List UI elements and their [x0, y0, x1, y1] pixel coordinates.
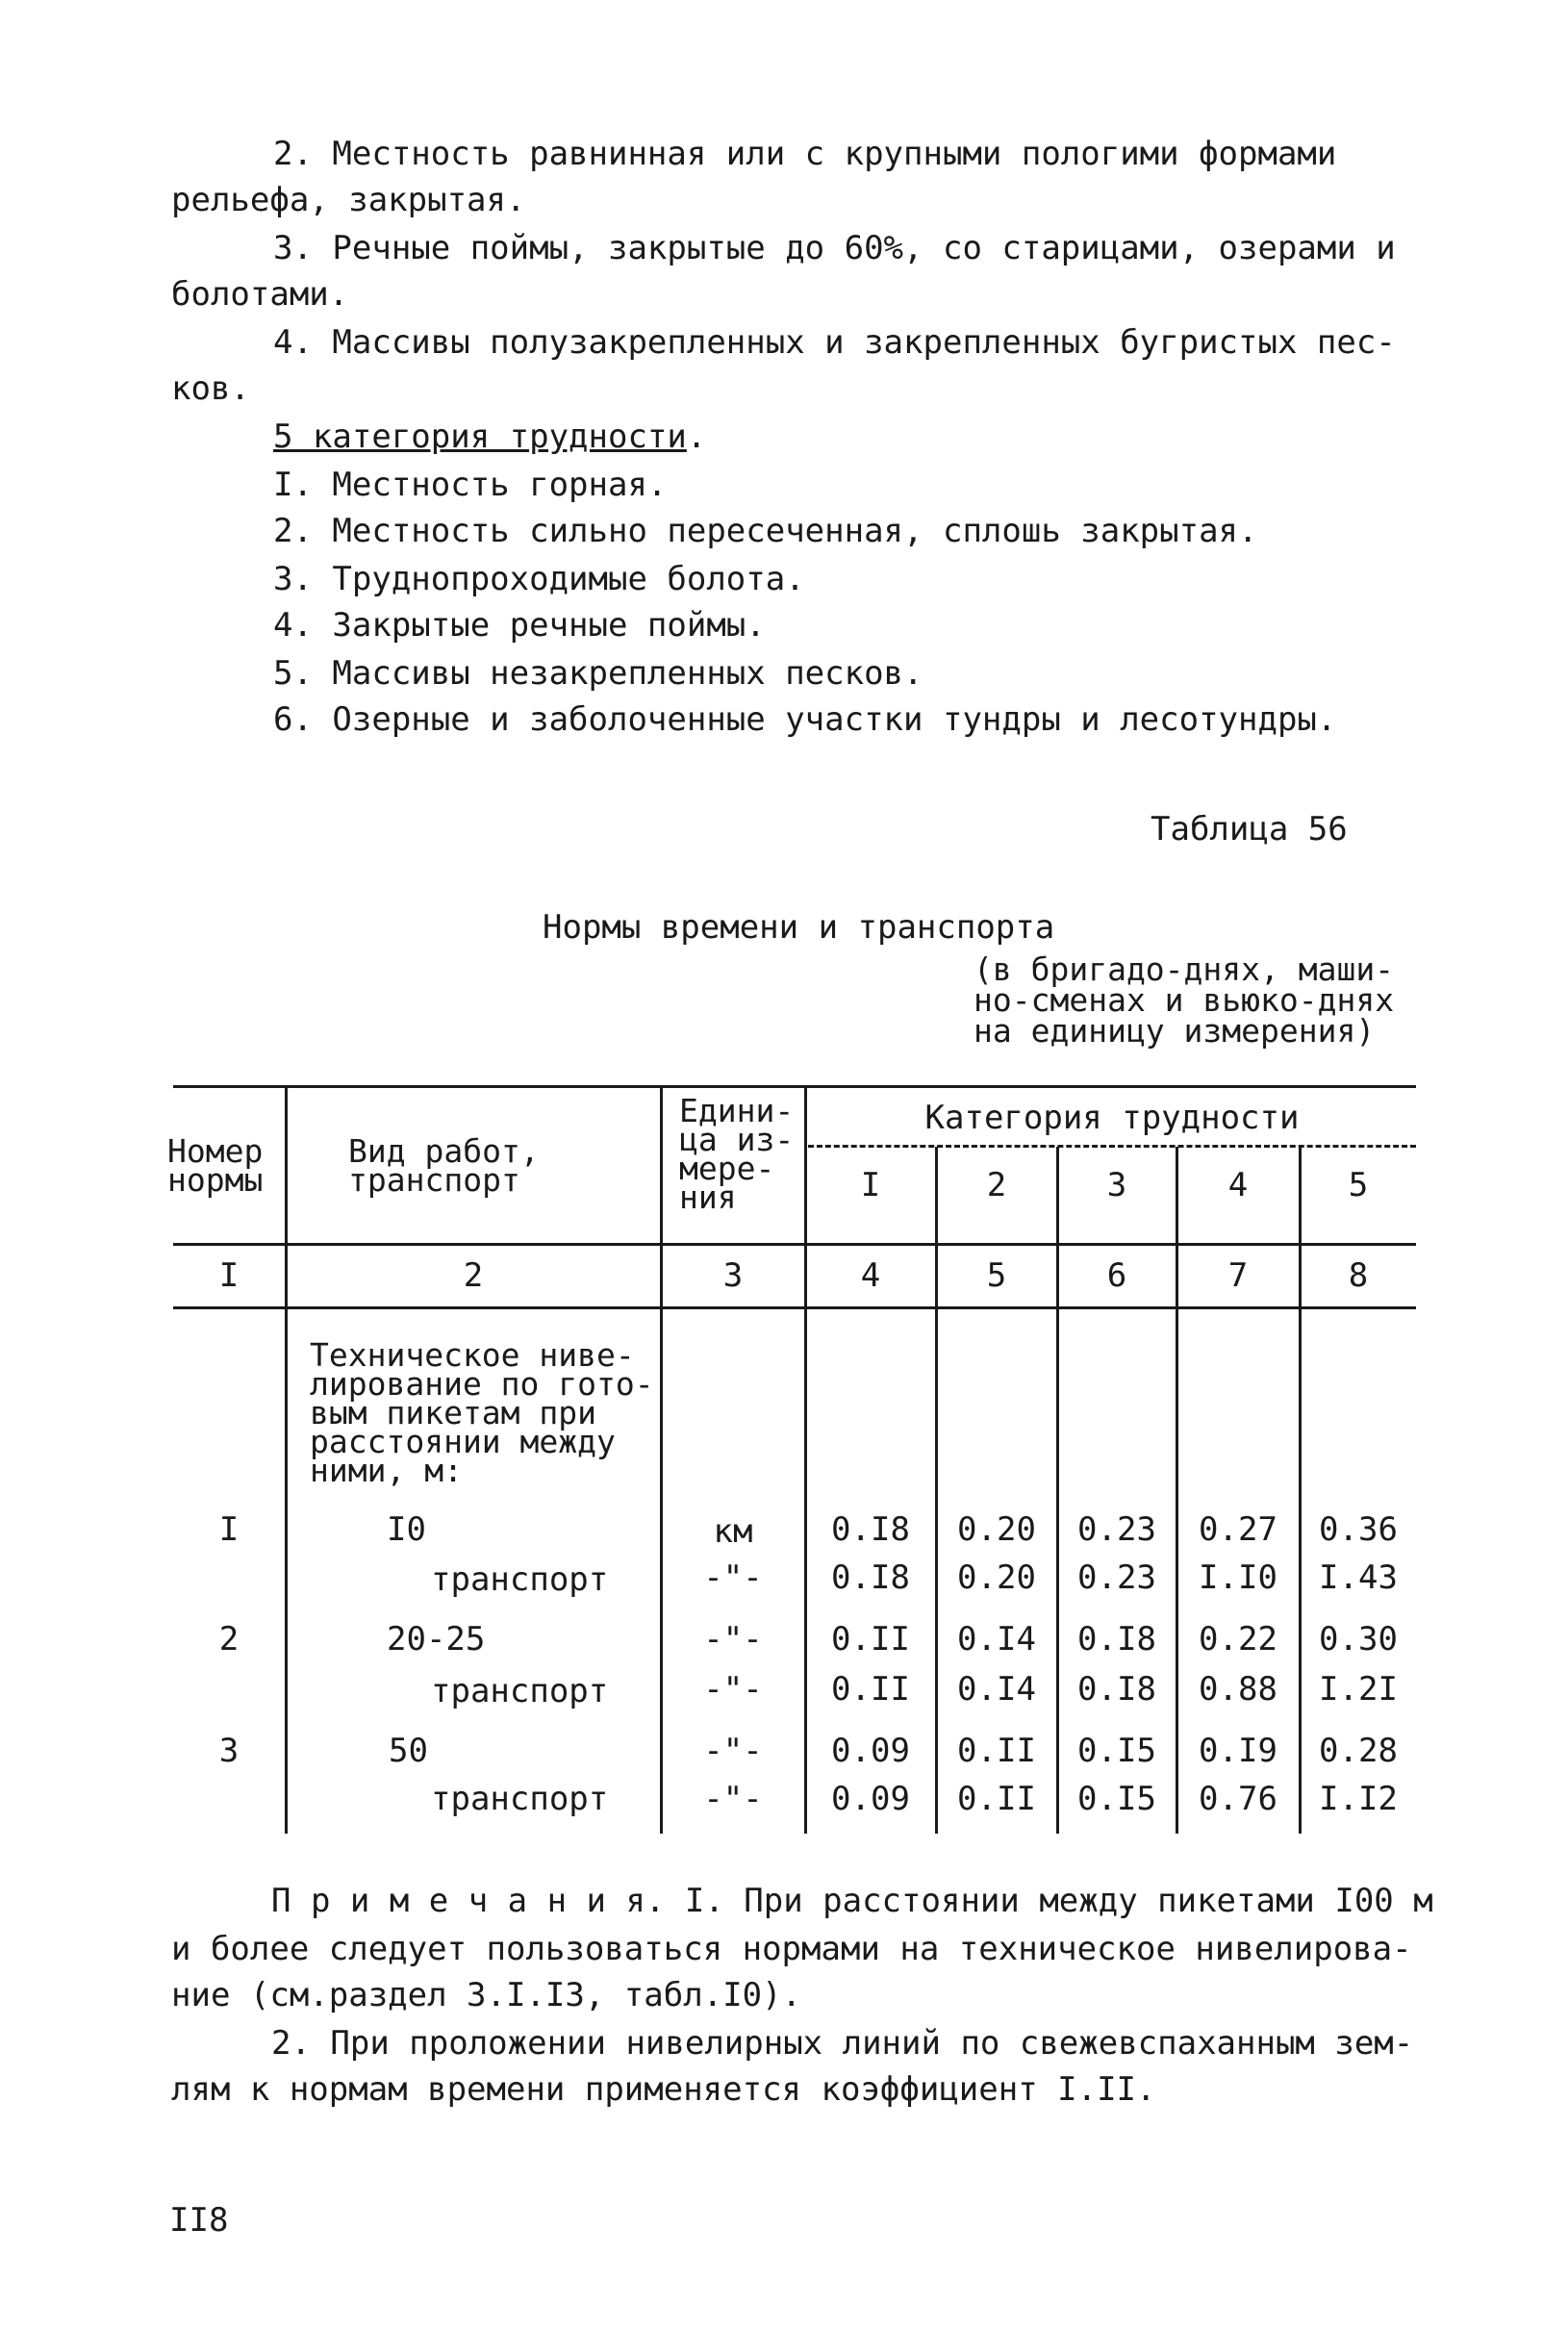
table-row-norm: 2 [218, 1620, 240, 1659]
table-row-value: 0.I8 [1077, 1670, 1156, 1709]
header-unit-line: ния [679, 1178, 737, 1216]
table-row-value: 0.20 [957, 1558, 1036, 1597]
section-title-line: лирование по гото- [310, 1365, 654, 1403]
note-2-line-2: лям к нормам времени применяется коэффициент I.II. [171, 2070, 1156, 2109]
header-work-type-line: Вид работ, [348, 1132, 540, 1170]
note-2-line-1: 2. При проложении нивелирных линий по свежевспаханным зем- [271, 2024, 1414, 2063]
header-category-3: 3 [1106, 1166, 1127, 1204]
table-row-work: I0 [387, 1510, 426, 1549]
category-5-heading-dot: . [686, 418, 707, 456]
column-number: I [218, 1256, 240, 1295]
category-5-item: 6. Озерные и заболоченные участки тундры и лесотундры. [273, 700, 1337, 739]
table-row-value: 0.I8 [831, 1510, 910, 1549]
table-row-unit: км [713, 1512, 753, 1551]
table-row-value: 0.II [957, 1780, 1036, 1818]
category-5-item: 5. Массивы незакрепленных песков. [273, 654, 923, 693]
note-1-line-1: П р и м е ч а н и я. I. При расстоянии между пикетами I00 м [271, 1882, 1433, 1920]
column-rule [1299, 1147, 1302, 1834]
table-row-value: 0.22 [1199, 1620, 1277, 1659]
table-row-unit: -"- [703, 1620, 763, 1659]
table-top-rule [173, 1085, 1416, 1088]
note-1-line-3: ние (см.раздел 3.I.I3, табл.I0). [171, 1976, 802, 2014]
column-rule [660, 1087, 663, 1834]
table-title: Нормы времени и транспорта [543, 908, 1055, 947]
header-unit [679, 1092, 795, 1216]
table-row-value: 0.28 [1319, 1732, 1398, 1770]
category-5-item: 3. Труднопроходимые болота. [273, 560, 805, 598]
header-norm-number-line: Номер [167, 1132, 264, 1170]
table-row-unit: -"- [703, 1558, 763, 1597]
category-5-item: I. Местность горная. [273, 466, 668, 504]
paragraph-2-line-1: 2. Местность равнинная или с крупными пологими формами [273, 135, 1337, 173]
category-5-item: 4. Закрытые речные поймы. [273, 606, 766, 645]
section-title-line: ними, м: [310, 1452, 463, 1489]
table-row-unit: -"- [703, 1670, 763, 1709]
column-number: 4 [860, 1256, 881, 1295]
note-1-line-2: и более следует пользоваться нормами на техническое нивелирова- [171, 1930, 1412, 1968]
column-rule [1056, 1147, 1059, 1834]
table-row-value: 0.I4 [957, 1620, 1036, 1659]
units-note-line: на единицу измерения) [974, 1012, 1376, 1050]
units-note-line: (в бригадо-днях, маши- [974, 950, 1395, 988]
table-row-work: 20-25 [387, 1620, 486, 1659]
table-row-norm: I [218, 1510, 240, 1549]
table-row-value: 0.II [831, 1620, 910, 1659]
column-number: 7 [1227, 1256, 1249, 1295]
category-5-item: 2. Местность сильно пересеченная, сплошь закрытая. [273, 512, 1258, 550]
header-unit-line: Едини- [679, 1092, 795, 1129]
table-row-value: 0.I5 [1077, 1780, 1156, 1818]
table-row-value: I.2I [1319, 1670, 1398, 1709]
column-rule [1176, 1147, 1178, 1834]
column-rule [935, 1147, 938, 1834]
category-5-heading [273, 416, 706, 458]
table-row-value: 0.30 [1319, 1620, 1398, 1659]
paragraph-4-line-1: 4. Массивы полузакрепленных и закрепленных бугристых пес- [273, 323, 1396, 362]
table-row-norm: 3 [218, 1732, 240, 1770]
table-row-work: 50 [389, 1732, 428, 1770]
section-title [310, 1336, 654, 1489]
table-row-value: 0.76 [1199, 1780, 1277, 1818]
table-row-unit: -"- [703, 1732, 763, 1770]
section-title-line: расстоянии между [310, 1423, 616, 1460]
table-row-unit: -"- [703, 1780, 763, 1818]
table-row-value: 0.I9 [1199, 1732, 1277, 1770]
section-title-line: вым пикетам при [310, 1394, 597, 1431]
header-category-1: I [860, 1166, 881, 1204]
table-row-value: 0.I5 [1077, 1732, 1156, 1770]
header-norm-number-line: нормы [167, 1161, 264, 1199]
table-row-value: 0.II [831, 1670, 910, 1709]
column-number: 6 [1106, 1256, 1127, 1295]
column-number: 3 [722, 1256, 744, 1295]
paragraph-3-line-2: болотами. [171, 275, 349, 314]
table-row-value: 0.88 [1199, 1670, 1277, 1709]
header-category-5: 5 [1348, 1166, 1369, 1204]
category-divider [808, 1145, 1416, 1148]
header-unit-line: ца из- [679, 1121, 795, 1158]
paragraph-2-line-2: рельефа, закрытая. [171, 181, 526, 219]
table-row-value: 0.09 [831, 1780, 910, 1818]
table-row-value: I.43 [1319, 1558, 1398, 1597]
units-note-line: но-сменах и вьюко-днях [974, 981, 1395, 1019]
table-row-value: 0.I4 [957, 1670, 1036, 1709]
table-row-work: транспорт [431, 1780, 609, 1818]
table-row-value: 0.23 [1077, 1510, 1156, 1549]
table-row-value: I.I2 [1319, 1780, 1398, 1818]
table-row-value: 0.27 [1199, 1510, 1277, 1549]
table-row-value: 0.23 [1077, 1558, 1156, 1597]
column-number: 2 [463, 1256, 484, 1295]
page-number: II8 [169, 2201, 229, 2240]
column-number: 8 [1348, 1256, 1369, 1295]
table-row-value: 0.09 [831, 1732, 910, 1770]
column-rule [285, 1087, 288, 1834]
table-label: Таблица 56 [1151, 810, 1348, 848]
table-row-value: I.I0 [1199, 1558, 1277, 1597]
header-unit-line: мере- [679, 1150, 775, 1187]
column-number: 5 [986, 1256, 1007, 1295]
header-work-type [348, 1132, 540, 1199]
header-category-4: 4 [1227, 1166, 1249, 1204]
table-row-value: 0.I8 [1077, 1620, 1156, 1659]
header-work-type-line: транспорт [348, 1161, 520, 1199]
paragraph-3-line-1: 3. Речные поймы, закрытые до 60%, со старицами, озерами и [273, 229, 1396, 267]
table-row-value: 0.I8 [831, 1558, 910, 1597]
table-row-work: транспорт [431, 1672, 609, 1710]
table-row-value: 0.II [957, 1732, 1036, 1770]
paragraph-4-line-2: ков. [171, 369, 250, 408]
units-note [974, 950, 1395, 1050]
table-numbering-rule [173, 1306, 1416, 1309]
header-norm-number [167, 1132, 264, 1199]
header-category: Категория трудности [924, 1099, 1300, 1137]
section-title-line: Техническое ниве- [310, 1336, 635, 1374]
category-5-heading-text: 5 категория трудности [273, 418, 687, 456]
header-category-2: 2 [986, 1166, 1007, 1204]
table-row-work: транспорт [431, 1560, 609, 1599]
table-header-rule [173, 1243, 1416, 1246]
table-row-value: 0.20 [957, 1510, 1036, 1549]
table-row-value: 0.36 [1319, 1510, 1398, 1549]
